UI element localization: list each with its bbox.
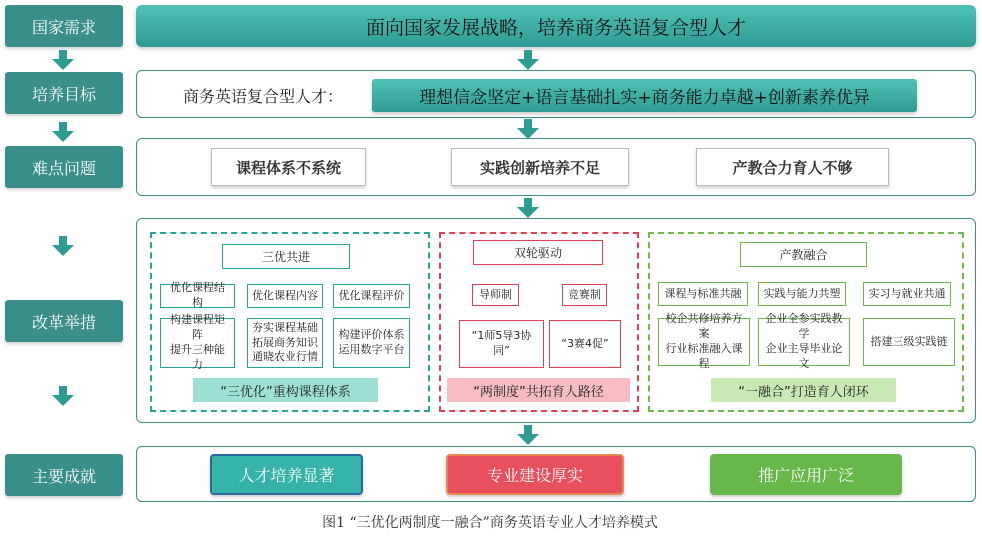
national-strategy-banner: 面向国家发展战略，培养商务英语复合型人才: [136, 5, 976, 47]
label-reform: 改革举措: [5, 300, 123, 342]
integration-footer: “一融合”打造育人闭环: [711, 378, 896, 402]
talent-prefix: 商务英语复合型人才：: [183, 86, 344, 106]
competition-detail: “3赛4促”: [549, 320, 621, 368]
course-standard: 课程与标准共融: [658, 282, 748, 306]
three-opt-footer: “三优化”重构课程体系: [193, 378, 378, 402]
optimize-evaluation: 优化课程评价: [333, 284, 410, 308]
label-training-goal: 培养目标: [5, 72, 123, 114]
achievement-discipline: 专业建设厚实: [446, 454, 624, 495]
down-arrow-icon: [517, 50, 539, 70]
problem-industry: 产教合力育人不够: [696, 148, 889, 186]
optimize-structure: 优化课程结构: [160, 284, 235, 308]
label-national-demand: 国家需求: [5, 5, 123, 47]
down-arrow-icon: [517, 119, 539, 139]
evaluation-detail: 构建评价体系 运用数字平台: [333, 318, 410, 368]
down-arrow-icon: [517, 198, 539, 218]
practice-ability-detail: 企业全参实践教学 企业主导毕业论文: [758, 318, 850, 366]
two-system-footer: “两制度”共拓育人路径: [447, 378, 630, 402]
optimize-content: 优化课程内容: [247, 284, 323, 308]
competition-system: 竞赛制: [562, 284, 607, 306]
mentor-system: 导师制: [472, 284, 519, 306]
integration-title: 产教融合: [740, 242, 867, 267]
down-arrow-icon: [52, 50, 74, 70]
internship-detail: 搭建三级实践链: [863, 318, 955, 366]
down-arrow-icon: [52, 122, 74, 142]
internship-employment: 实习与就业共通: [863, 282, 951, 306]
three-opt-title: 三优共进: [222, 244, 350, 269]
down-arrow-icon: [52, 386, 74, 406]
problem-curriculum: 课程体系不系统: [211, 148, 366, 186]
label-difficulty: 难点问题: [5, 146, 123, 188]
talent-qualities-banner: 理想信念坚定+语言基础扎实+商务能力卓越+创新素养优异: [372, 79, 917, 112]
down-arrow-icon: [517, 425, 539, 445]
content-detail: 夯实课程基础 拓展商务知识 通晓农业行情: [247, 318, 323, 368]
achievement-promotion: 推广应用广泛: [710, 454, 902, 495]
course-standard-detail: 校企共修培养方案 行业标准融入课程: [658, 318, 750, 366]
label-achievement: 主要成就: [5, 454, 123, 496]
figure-caption: 图1 “三优化两制度一融合”商务英语专业人才培养模式: [322, 515, 658, 531]
down-arrow-icon: [52, 236, 74, 256]
problem-practice: 实践创新培养不足: [451, 148, 629, 186]
practice-ability: 实践与能力共塑: [758, 282, 846, 306]
structure-detail: 构建课程矩阵 提升三种能力: [160, 318, 235, 368]
two-system-title: 双轮驱动: [473, 240, 603, 265]
achievement-talent: 人才培养显著: [210, 454, 363, 495]
mentor-detail: “1师5导3协同”: [459, 320, 544, 368]
